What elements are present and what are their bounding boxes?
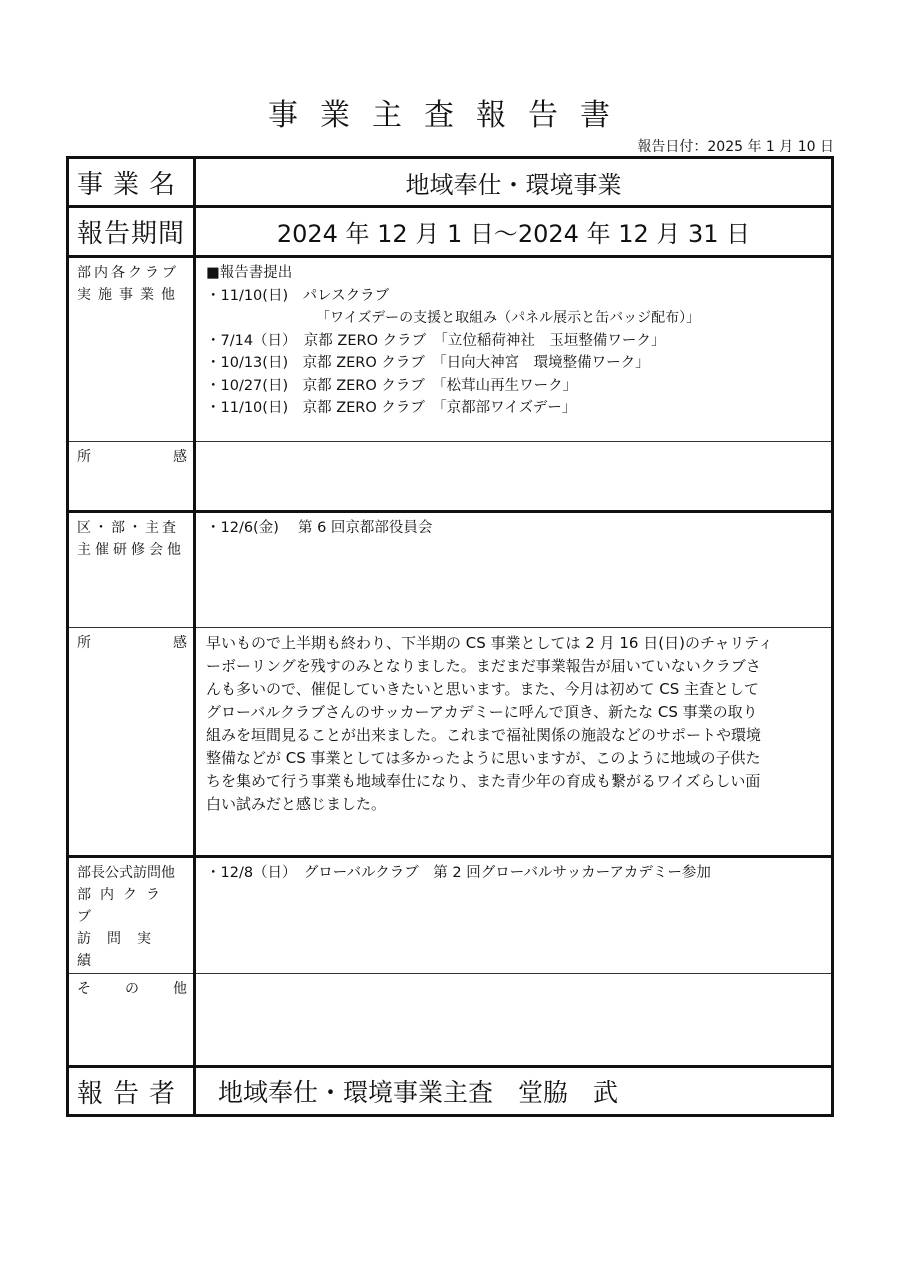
label-line (77, 632, 187, 654)
row-impressions-2 (68, 628, 833, 857)
label-char: 他 (173, 981, 187, 997)
list-item: ・10/13(日) 京都 ZERO クラブ 「日向大神宮 環境整備ワーク」 (206, 355, 650, 371)
row-reporter (68, 1067, 833, 1116)
list-item: ・12/6(金) 第 6 回京都部役員会 (206, 520, 433, 536)
label-club-activities (68, 257, 195, 442)
label-char: そ (77, 981, 91, 997)
label-line: 部内各クラブ (77, 265, 179, 281)
text-line: 整備などが CS 事業としては多かったように思いますが、このように地域の子供た (206, 749, 761, 767)
label-line: 主催研修会他 (77, 542, 185, 558)
label-line: 訪問実績 (77, 931, 167, 969)
label-period: 報告期間 (68, 207, 195, 257)
value-impressions-1 (195, 442, 833, 512)
value-period: 2024 年 12 月 1 日～2024 年 12 月 31 日 (195, 207, 833, 257)
list-item: ・11/10(日) パレスクラブ (206, 287, 390, 304)
label-line: 部内クラブ (77, 887, 169, 925)
label-line: 区・部・主査 (77, 520, 179, 536)
label-line (77, 978, 187, 1000)
label-char: 感 (173, 449, 187, 465)
row-meetings (68, 512, 833, 628)
label-impressions-2 (68, 628, 195, 857)
official-visits-list (195, 857, 833, 974)
report-table (66, 156, 834, 1117)
label-line: 部長公式訪問他 (77, 865, 175, 881)
label-char: の (125, 981, 139, 997)
row-club-activities (68, 257, 833, 442)
document-title: 事業主査報告書 (268, 98, 632, 133)
label-line: 実施事業他 (77, 287, 182, 303)
label-impressions-1 (68, 442, 195, 512)
row-period (68, 207, 833, 257)
row-other (68, 974, 833, 1067)
text-line: んも多いので、催促していきたいと思います。また、今月は初めて CS 主査として (206, 680, 760, 698)
list-item: ■報告書提出 (206, 265, 293, 281)
report-date: 報告日付：2025 年 1 月 10 日 (637, 139, 834, 155)
meetings-list (195, 512, 833, 628)
label-char: 所 (77, 449, 91, 465)
list-item: ・11/10(日) 京都 ZERO クラブ 「京都部ワイズデー」 (206, 400, 577, 416)
club-activities-list (195, 257, 833, 442)
value-business-name: 地域奉仕・環境事業 (195, 158, 833, 207)
list-item: 「ワイズデーの支援と取組み（パネル展示と缶バッジ配布）」 (316, 310, 701, 326)
list-item: ・7/14（日） 京都 ZERO クラブ 「立位稲荷神社 玉垣整備ワーク」 (206, 332, 666, 349)
label-official-visits (68, 857, 195, 974)
text-line: 白い試みだと感じました。 (206, 795, 387, 813)
text-line: ーボーリングを残すのみとなりました。まだまだ事業報告が届いていないクラブさ (206, 657, 761, 675)
label-char: 所 (77, 635, 91, 651)
label-line (77, 446, 187, 468)
text-line: グローバルクラブさんのサッカーアカデミーに呼んで頂き、新たな CS 事業の取り (206, 703, 758, 721)
label-char: 感 (173, 635, 187, 651)
label-business-name: 事業名 (68, 158, 195, 207)
impressions-2-text (195, 628, 833, 857)
row-business-name (68, 158, 833, 207)
text-line: ちを集めて行う事業も地域奉仕になり、また青少年の育成も繋がるワイズらしい面 (206, 772, 761, 790)
list-item: ・12/8（日） グローバルクラブ 第 2 回グローバルサッカーアカデミー参加 (206, 865, 711, 881)
row-impressions-1 (68, 442, 833, 512)
label-other (68, 974, 195, 1067)
label-meetings (68, 512, 195, 628)
label-reporter: 報告者 (68, 1067, 195, 1116)
value-other (195, 974, 833, 1067)
list-item: ・10/27(日) 京都 ZERO クラブ 「松茸山再生ワーク」 (206, 377, 578, 394)
value-reporter: 地域奉仕・環境事業主査 堂脇 武 (195, 1067, 833, 1116)
text-line: 組みを垣間見ることが出来ました。これまで福祉関係の施設などのサポートや環境 (206, 726, 762, 744)
text-line: 早いもので上半期も終わり、下半期の CS 事業としては 2 月 16 日(日)のチャリティ (206, 634, 773, 652)
row-official-visits (68, 857, 833, 974)
